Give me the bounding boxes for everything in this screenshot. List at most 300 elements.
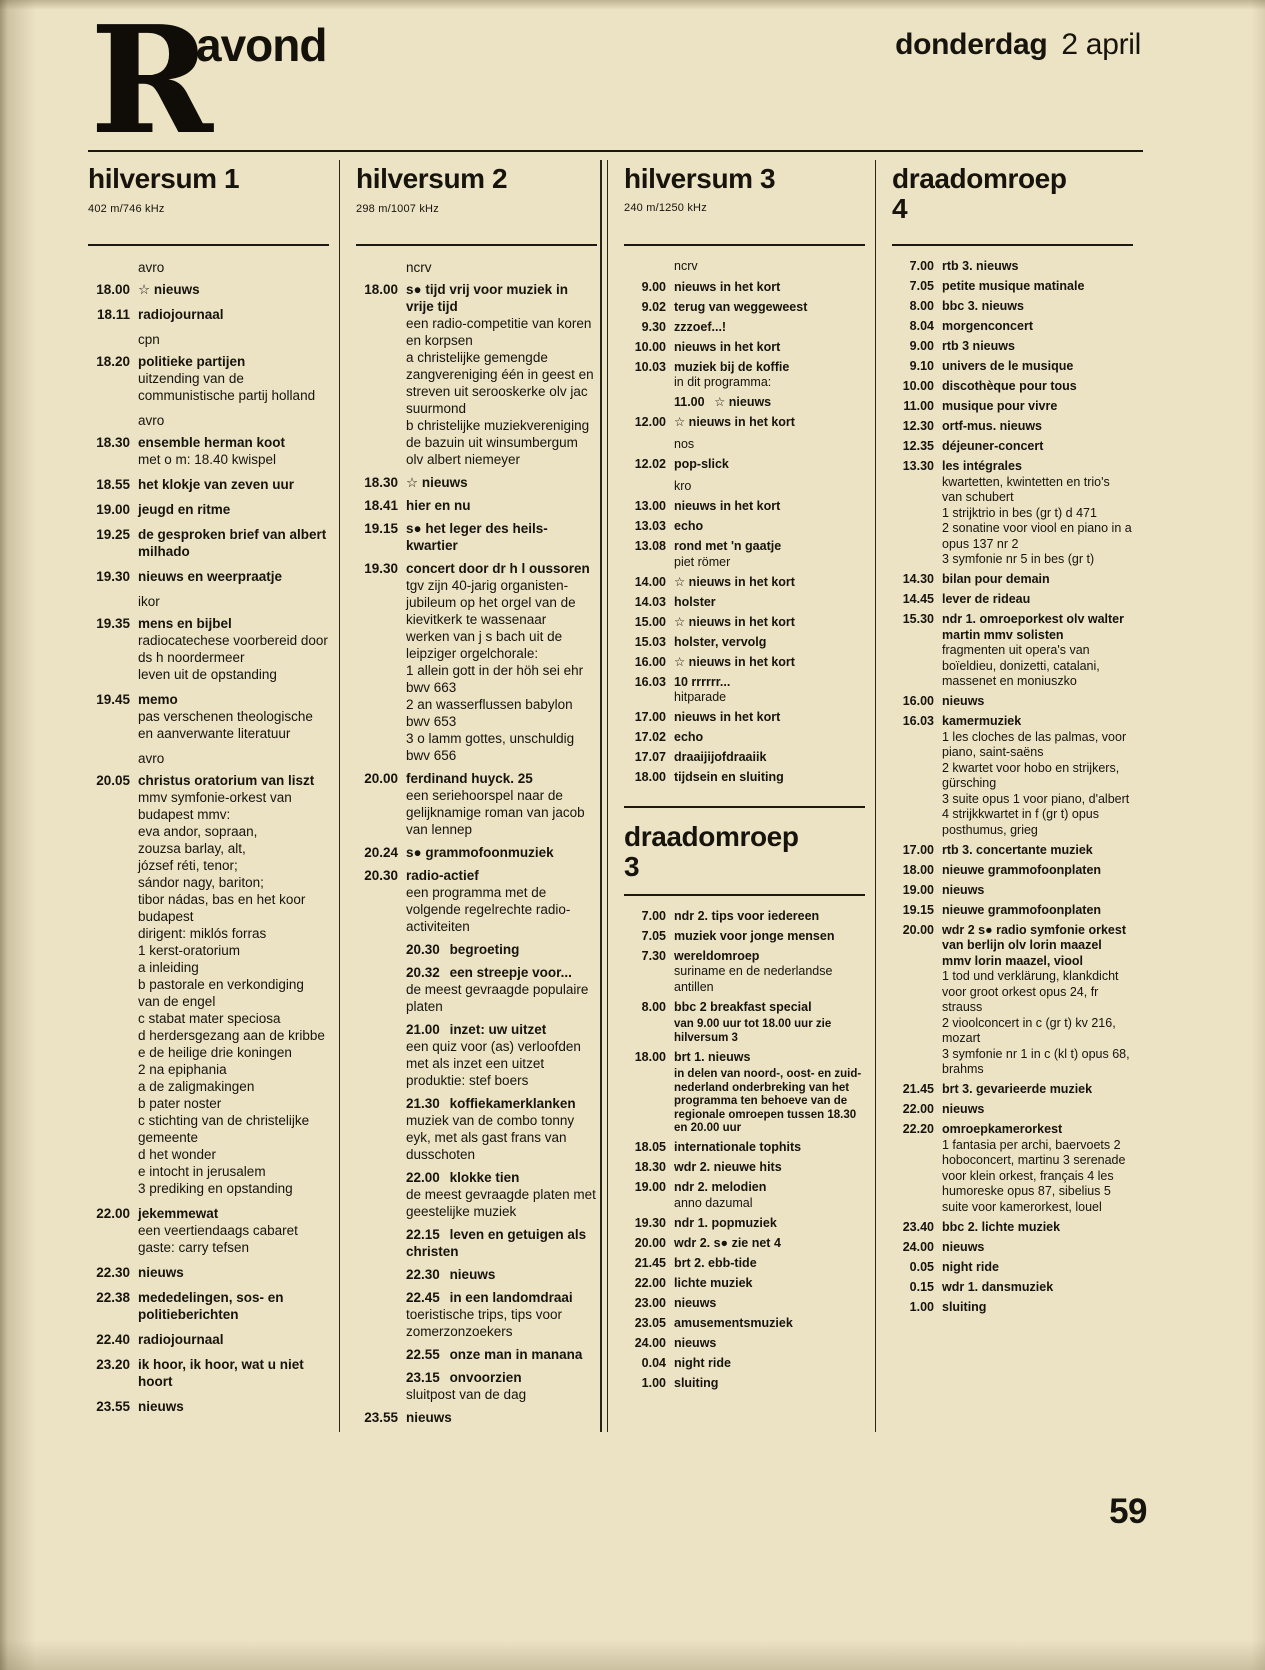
station-header [892, 160, 1133, 246]
date-label: 2 april [1061, 28, 1141, 61]
program-desc: 3 o lamm gottes, unschuldig bwv 656 [406, 731, 575, 763]
program-time: 19.45 [96, 692, 130, 707]
date-heading [895, 28, 1141, 62]
program-title: de gesproken brief van albert milhado [138, 527, 327, 559]
program-list [88, 160, 329, 1415]
program-time: 21.30 [406, 1096, 440, 1111]
program-time: 16.00 [634, 654, 666, 669]
program-desc: leven uit de opstanding [138, 667, 277, 682]
program-desc: 3 symfonie nr 1 in c (kl t) opus 68, brahms [942, 1046, 1130, 1076]
program-entry [624, 1296, 865, 1312]
program-desc: een veertiendaags cabaret gaste: carry tefsen [138, 1223, 298, 1255]
program-title: nieuws [138, 1399, 184, 1414]
program-title: s● tijd vrij voor muziek in vrije tijd [406, 282, 568, 314]
program-time: 17.00 [902, 842, 934, 857]
program-title: kamermuziek [942, 714, 1022, 728]
entry-body [406, 1409, 597, 1426]
program-time: 22.00 [902, 1102, 934, 1116]
entry-body [674, 1216, 865, 1232]
program-entry [892, 612, 1133, 690]
program-desc: a christelijke gemengde zangvereniging één in geest en streven uit serooskerke olv jac suurmond [406, 350, 594, 416]
entry-body [450, 1347, 583, 1362]
program-title: ☆ nieuws [138, 282, 200, 297]
broadcaster-label: nos [674, 436, 695, 451]
program-title: wdr 2. s● zie net 4 [674, 1235, 781, 1250]
program-entry [356, 1409, 597, 1426]
program-time: 19.15 [364, 521, 398, 536]
program-entry [624, 395, 865, 411]
entry-body [450, 1267, 496, 1282]
program-entry [356, 770, 597, 838]
program-title: muziek voor jonge mensen [674, 928, 835, 943]
program-entry [624, 1316, 865, 1332]
entry-body [942, 259, 1133, 275]
program-desc: eva andor, sopraan, [138, 824, 258, 839]
program-entry [88, 412, 329, 429]
program-desc: 2 na epiphania [138, 1062, 227, 1077]
program-title: wdr 1. dansmuziek [942, 1279, 1054, 1294]
program-title: inzet: uw uitzet [449, 1022, 547, 1037]
program-title: bbc 2. lichte muziek [942, 1219, 1061, 1234]
program-time: 20.00 [364, 771, 398, 786]
program-time: 8.04 [909, 319, 934, 333]
program-title: amusementsmuziek [674, 1315, 793, 1330]
program-desc: dirigent: miklós forras [138, 926, 267, 941]
program-entry [624, 320, 865, 336]
program-time: 19.35 [96, 616, 130, 631]
program-entry [624, 1140, 865, 1156]
entry-body [674, 1296, 865, 1312]
program-entry [892, 694, 1133, 710]
program-title: ferdinand huyck. 25 [406, 771, 533, 786]
program-entry [624, 710, 865, 726]
program-entry [892, 1260, 1133, 1276]
program-time: 19.15 [902, 902, 934, 917]
program-title: wdr 2. nieuwe hits [674, 1160, 782, 1174]
program-time: 22.00 [634, 1275, 666, 1290]
program-time [88, 593, 130, 610]
program-time [88, 259, 130, 276]
entry-body [942, 1240, 1133, 1256]
program-entry [624, 1160, 865, 1176]
program-title: ndr 1. popmuziek [674, 1215, 777, 1230]
entry-body [138, 526, 329, 560]
program-time: 1.00 [909, 1299, 934, 1314]
program-time [356, 259, 398, 276]
program-time: 14.45 [902, 592, 934, 606]
program-title: jeugd en ritme [138, 502, 231, 517]
program-entry [356, 964, 597, 1015]
entry-body [674, 1276, 865, 1292]
program-title: pop-slick [674, 457, 729, 471]
program-entry [356, 1095, 597, 1163]
program-entry [356, 520, 597, 554]
program-entry [88, 750, 329, 767]
program-entry [892, 1240, 1133, 1256]
entry-body [674, 479, 865, 495]
entry-body [674, 655, 865, 671]
program-time: 19.00 [96, 502, 130, 517]
program-entry [892, 439, 1133, 455]
station-header [624, 160, 865, 246]
program-time: 23.05 [634, 1315, 666, 1330]
entry-body [138, 1331, 329, 1348]
program-entry [892, 279, 1133, 295]
program-title: musique pour vivre [942, 399, 1058, 413]
program-entry [624, 770, 865, 786]
program-title: politieke partijen [138, 354, 246, 369]
program-time: 23.40 [902, 1219, 934, 1234]
program-time: 1.00 [641, 1375, 666, 1390]
program-title: onze man in manana [449, 1347, 583, 1362]
program-entry [88, 568, 329, 585]
program-entry [892, 883, 1133, 899]
program-time: 18.00 [634, 1049, 666, 1064]
program-entry [892, 259, 1133, 275]
program-entry [88, 526, 329, 560]
entry-body [138, 1205, 329, 1256]
program-title: morgenconcert [942, 319, 1033, 333]
page-header [88, 0, 1143, 167]
program-time: 14.30 [902, 572, 934, 586]
program-title: hier en nu [406, 498, 471, 513]
program-desc: toeristische trips, tips voor zomerzonzoekers [406, 1307, 563, 1339]
entry-body [942, 572, 1133, 588]
program-title: ☆ nieuws in het kort [674, 614, 795, 629]
program-time: 18.20 [96, 354, 130, 369]
program-entry [892, 1220, 1133, 1236]
program-desc: een radio-competitie van koren en korpsen [406, 316, 592, 348]
program-title: bilan pour demain [942, 572, 1050, 586]
program-desc: sándor nagy, bariton; [138, 875, 264, 890]
program-desc: 3 prediking en opstanding [138, 1181, 293, 1196]
program-time: 23.15 [406, 1370, 440, 1385]
entry-body [406, 844, 597, 861]
program-title: brt 3. gevarieerde muziek [942, 1082, 1093, 1096]
program-desc: b pater noster [138, 1096, 222, 1111]
entry-body [942, 459, 1133, 568]
program-title: een streepje voor... [449, 965, 572, 980]
entry-body [674, 949, 865, 996]
program-desc: 1 les cloches de las palmas, voor piano, saint-saëns [942, 729, 1127, 759]
program-title: klokke tien [449, 1170, 520, 1185]
program-entry [892, 923, 1133, 1078]
entry-body [138, 412, 329, 429]
program-entry [892, 903, 1133, 919]
program-title: echo [674, 519, 704, 533]
program-entry [88, 353, 329, 404]
station-number: 4 [892, 193, 908, 224]
entry-body [138, 353, 329, 404]
program-title: nieuws [942, 694, 985, 708]
entry-body [942, 299, 1133, 315]
program-entry [88, 1205, 329, 1256]
program-title: ortf-mus. nieuws [942, 419, 1043, 433]
program-title: petite musique matinale [942, 279, 1085, 293]
program-time [624, 437, 666, 453]
program-entry [356, 1021, 597, 1089]
program-time: 15.00 [634, 614, 666, 629]
program-title: radiojournaal [138, 307, 224, 322]
program-time: 14.03 [634, 594, 666, 609]
program-entry [892, 359, 1133, 375]
program-entry [624, 1276, 865, 1292]
program-entry [892, 1300, 1133, 1316]
program-time: 18.41 [364, 498, 398, 513]
program-time: 20.00 [634, 1235, 666, 1250]
program-time: 22.38 [96, 1290, 130, 1305]
program-title: ☆ nieuws [714, 395, 772, 409]
program-time: 12.02 [634, 457, 666, 471]
program-time: 24.00 [902, 1239, 934, 1254]
program-time: 23.00 [634, 1295, 666, 1310]
program-title: ensemble herman koot [138, 435, 286, 450]
program-entry [892, 379, 1133, 395]
program-entry [892, 339, 1133, 355]
entry-body [674, 615, 865, 631]
program-desc: pas verschenen theologische en aanverwante literatuur [138, 709, 313, 741]
program-time: 22.20 [902, 1122, 934, 1136]
program-desc: d het wonder [138, 1147, 217, 1162]
program-desc: b christelijke muziekvereniging de bazuin uit winsumbergum olv albert niemeyer [406, 418, 590, 467]
station-header [88, 160, 329, 246]
program-title: nieuws en weerpraatje [138, 569, 283, 584]
program-title: sluiting [942, 1299, 987, 1314]
program-desc: józsef réti, tenor; [138, 858, 238, 873]
program-title: onvoorzien [449, 1370, 522, 1385]
program-title: rtb 3. nieuws [942, 259, 1019, 273]
station-column [875, 160, 1143, 1432]
program-time: 9.00 [641, 279, 666, 294]
program-title: sluiting [674, 1375, 719, 1390]
program-entry [88, 1331, 329, 1348]
program-entry [356, 474, 597, 491]
program-title: in een landomdraai [449, 1290, 573, 1305]
program-time: 7.05 [641, 928, 666, 943]
entry-body [674, 770, 865, 786]
program-desc: 1 fantasia per archi, baervoets 2 hoboconcert, martinu 3 serenade voor klein orkest, français 4 les humoreske opus 87, sibelius 5 suite voor kamerorkest, louel [942, 1137, 1126, 1214]
program-entry [624, 1356, 865, 1372]
entry-body [674, 909, 865, 925]
program-entry [624, 1376, 865, 1392]
program-time: 17.00 [634, 710, 666, 724]
station-header [624, 806, 865, 896]
program-title: bbc 2 breakfast special [674, 999, 812, 1014]
program-title: nieuws [942, 1102, 985, 1116]
program-time: 22.15 [406, 1227, 440, 1242]
entry-body [942, 1260, 1133, 1276]
entry-body [138, 259, 329, 276]
program-entry [624, 499, 865, 515]
station-frequency: 402 m/746 kHz [88, 203, 165, 215]
day-label: donderdag [895, 28, 1048, 61]
entry-body [138, 1264, 329, 1281]
program-time: 16.03 [902, 714, 934, 728]
entry-body [674, 1376, 865, 1392]
entry-body [942, 399, 1133, 415]
program-desc: tgv zijn 40-jarig organisten-jubileum op het orgel van de kievitkerk te wassenaar [406, 578, 576, 627]
program-title: s● het leger des heils-kwartier [406, 521, 548, 553]
program-time: 18.30 [634, 1160, 666, 1174]
program-time: 8.00 [909, 299, 934, 313]
entry-body [674, 415, 865, 431]
entry-body [674, 750, 865, 766]
program-time: 22.45 [406, 1290, 440, 1305]
program-time: 18.30 [96, 435, 130, 450]
entry-body [406, 520, 597, 554]
program-title: lever de rideau [942, 592, 1031, 606]
entry-body [942, 379, 1133, 395]
program-desc: fragmenten uit opera's van boïeldieu, donizetti, catalani, massenet en moniuszko [942, 643, 1100, 688]
program-desc: in dit programma: [674, 375, 772, 389]
program-time: 9.02 [641, 299, 666, 314]
program-entry [624, 1236, 865, 1252]
entry-body [674, 1336, 865, 1352]
program-entry [624, 1256, 865, 1272]
entry-body [674, 457, 865, 473]
program-desc: uitzending van de communistische partij holland [138, 371, 316, 403]
program-entry [356, 560, 597, 764]
program-title: rtb 3. concertante muziek [942, 842, 1093, 857]
program-time: 23.55 [364, 1410, 398, 1425]
program-entry [88, 1398, 329, 1415]
program-list [892, 160, 1133, 1315]
program-time: 22.00 [406, 1170, 440, 1185]
program-entry [624, 730, 865, 746]
program-time: 17.02 [634, 730, 666, 744]
entry-body [942, 319, 1133, 335]
program-title: mededelingen, sos- en politieberichten [138, 1290, 284, 1322]
columns [88, 152, 1143, 1432]
program-entry [624, 259, 865, 275]
program-time: 17.07 [634, 750, 666, 764]
program-time: 22.40 [96, 1332, 130, 1347]
program-title: ndr 2. melodien [674, 1180, 767, 1194]
program-time: 20.00 [902, 922, 934, 937]
program-time: 18.00 [364, 282, 398, 297]
entry-body [942, 923, 1133, 1078]
entry-body [138, 331, 329, 348]
program-time: 20.24 [364, 845, 398, 860]
program-title: internationale tophits [674, 1140, 802, 1154]
program-entry [892, 1280, 1133, 1296]
program-entry [892, 399, 1133, 415]
program-time: 21.00 [406, 1022, 440, 1037]
program-title: radio-actief [406, 868, 479, 883]
broadcaster-label: ikor [138, 594, 160, 609]
program-desc: een quiz voor (as) verloofden met als inzet een uitzet produktie: stef boers [406, 1039, 581, 1088]
program-desc: sluitpost van de dag [406, 1387, 527, 1402]
program-entry [624, 655, 865, 671]
program-entry [892, 1082, 1133, 1098]
program-time: 9.30 [641, 319, 666, 334]
program-time: 18.00 [634, 770, 666, 784]
entry-body [406, 560, 597, 764]
program-title: holster [674, 594, 716, 609]
program-time: 19.30 [634, 1215, 666, 1230]
program-desc: mmv symfonie-orkest van budapest mmv: [138, 790, 292, 822]
program-title: ndr 1. omroeporkest olv walter martin mmv solisten [942, 612, 1124, 642]
program-time: 13.03 [634, 519, 666, 533]
program-entry [88, 1356, 329, 1390]
station-header [356, 160, 597, 246]
program-entry [624, 615, 865, 631]
entry-body [942, 279, 1133, 295]
program-desc: de meest gevraagde platen met geestelijke muziek [406, 1187, 596, 1219]
program-time: 18.11 [96, 307, 130, 322]
program-entry [892, 319, 1133, 335]
program-desc: 1 allein gott in der höh sei ehr bwv 663 [406, 663, 584, 695]
program-desc: piet römer [674, 554, 731, 569]
program-entry [624, 595, 865, 611]
program-entry [356, 259, 597, 276]
program-title: draaijijofdraaiik [674, 750, 767, 764]
program-desc: met o m: 18.40 kwispel [138, 452, 277, 467]
program-desc: radiocatechese voorbereid door ds h noordermeer [138, 633, 328, 665]
program-desc: 2 kwartet voor hobo en strijkers, gürsching [942, 760, 1120, 790]
program-entry [88, 1289, 329, 1323]
program-title: christus oratorium van liszt [138, 773, 315, 788]
program-desc: muziek van de combo tonny eyk, met als gast frans van dusschoten [406, 1113, 575, 1162]
entry-body [674, 675, 865, 706]
program-entry [624, 909, 865, 925]
station-name: draadomroep [624, 820, 799, 852]
program-title: ☆ nieuws [406, 475, 468, 490]
entry-body [942, 1300, 1133, 1316]
program-time: 10.00 [634, 339, 666, 354]
program-desc: 2 sonatine voor viool en piano in a opus 137 nr 2 [942, 521, 1132, 551]
program-title: holster, vervolg [674, 634, 767, 649]
entry-body [942, 903, 1133, 919]
program-entry [624, 340, 865, 356]
program-desc: e de heilige drie koningen [138, 1045, 292, 1060]
program-desc: 2 vioolconcert in c (gr t) kv 216, mozart [942, 1015, 1116, 1045]
program-entry [88, 593, 329, 610]
program-entry [892, 863, 1133, 879]
program-time: 19.00 [634, 1180, 666, 1194]
entry-body [942, 694, 1133, 710]
program-entry [624, 575, 865, 591]
program-time: 13.30 [902, 459, 934, 473]
program-title: radiojournaal [138, 1332, 224, 1347]
program-desc: 1 kerst-oratorium [138, 943, 241, 958]
program-entry [356, 1369, 597, 1403]
entry-body [714, 395, 771, 409]
program-entry [356, 844, 597, 861]
entry-body [942, 1280, 1133, 1296]
program-desc: een seriehoorspel naar de gelijknamige roman van jacob van lennep [406, 788, 585, 837]
program-entry [624, 280, 865, 296]
entry-body [674, 259, 865, 275]
program-time: 19.30 [364, 561, 398, 576]
program-entry [356, 867, 597, 935]
entry-body [674, 499, 865, 515]
program-time: 18.05 [634, 1140, 666, 1154]
program-title: ☆ nieuws in het kort [674, 574, 795, 589]
program-time: 10.00 [902, 379, 934, 393]
program-time: 16.03 [634, 674, 666, 689]
program-time: 18.00 [902, 862, 934, 877]
program-title: zzzoef...! [674, 319, 727, 334]
program-title: concert door dr h l oussoren [406, 561, 590, 576]
entry-body [942, 714, 1133, 838]
program-time [624, 479, 666, 495]
program-title: omroepkamerorkest [942, 1122, 1063, 1136]
station-name: hilversum 2 [356, 163, 508, 194]
program-time: 20.30 [406, 942, 440, 957]
program-time: 24.00 [634, 1335, 666, 1350]
entry-body [406, 259, 597, 276]
